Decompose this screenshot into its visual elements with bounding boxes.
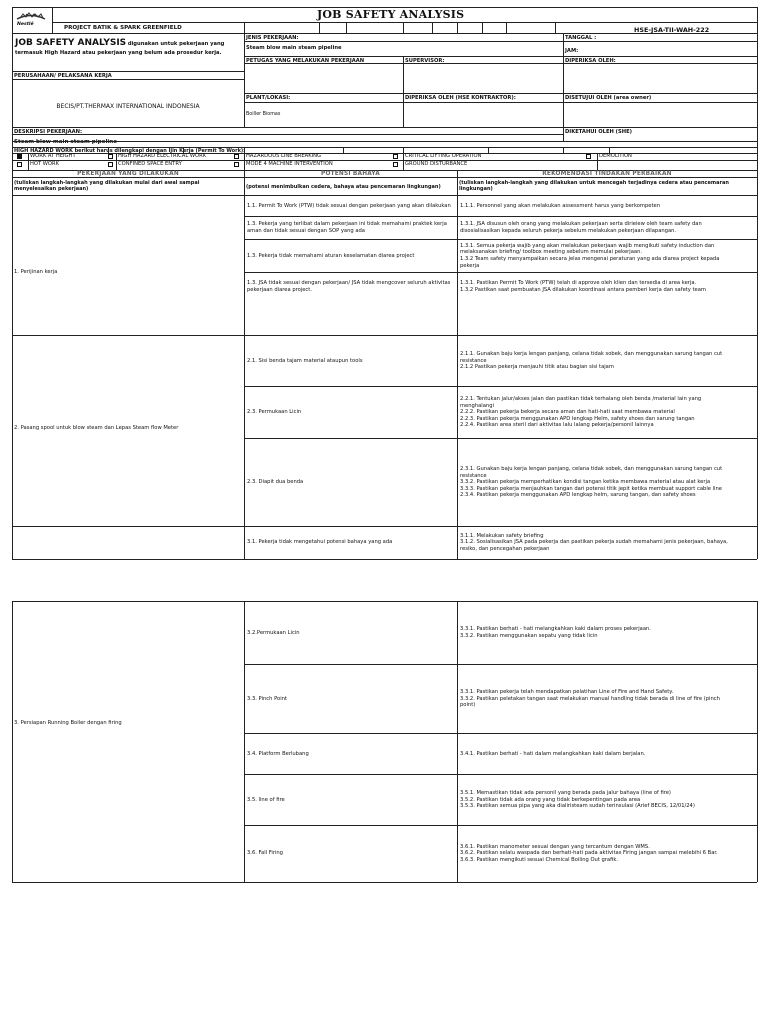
option-confined-space: CONFINED SPACE ENTRY <box>118 161 182 167</box>
brand-name: Nestlé <box>17 22 34 27</box>
rec-line: 2.2.3. Pastikan pekerja menggunakan APD lengkap Helm, safety shoes dan sarung tangan <box>460 415 695 422</box>
rec-lines <box>460 790 695 810</box>
rec-line: 3.3.3. Pastikan pekerja menjauhkan tangan dari potensi titik jepit ketika membuat support cable line <box>460 485 722 492</box>
rec-2-2 <box>458 387 756 438</box>
option-hot-work: HOT WORK <box>30 161 60 167</box>
hazard-3-1: 3.1. Pekerja tidak mengetahui potensi bahaya yang ada <box>247 539 393 546</box>
rec-line: 3.3.2. Pastikan menggunakan sepatu yang tidak licin <box>460 633 598 639</box>
rec-line: 3.6.2. Pastikan selalu waspada dan berhati-hati pada aktivitas Firing jangan sampai melebihi 6 Bar. <box>460 850 718 857</box>
supervisor-label: SUPERVISOR: <box>405 58 445 64</box>
plant-label: PLANT/LOKASI: <box>246 95 291 101</box>
hazard-3-2: 3.2.Permukaan Licin <box>247 629 300 636</box>
rec-line: 1.3.2 Pastikan saat pembuatan JSA dilakukan koordinasi antara pemberi kerja dan safety team <box>460 286 706 293</box>
rec-3-6 <box>458 826 756 881</box>
rec-line: 1.3.1. Pastikan Permit To Work (PTW) telah di approve oleh klien dan tersedia di area kerja. <box>460 279 697 286</box>
option-mode-4-machine: MODE 4 MACHINE INTERVENTION <box>246 161 333 167</box>
jsa-form-page-1 <box>12 7 757 559</box>
checkbox-mode-4-machine[interactable] <box>234 162 239 167</box>
checkbox-hot-work[interactable] <box>17 162 22 167</box>
rec-line: 2.1.2 Pastikan pekerja menjauhi titik atau bagian sisi tajam <box>460 364 614 371</box>
hazard-3-3: 3.3. Pinch Point <box>247 695 287 702</box>
hhw-label: HIGH HAZARD WORK berikut harus dilengkapi dengan Ijin Kerja (Permit To Work): <box>14 148 246 154</box>
rec-line: 3.5.3. Pastikan semua pipa yang aka dialiristeam sudah terinsulasi (Arief BECIS, 12/01/24) <box>460 803 695 810</box>
column-note-pekerjaan: (tuliskan langkah-langkah yang dilakukan mulai dari awal sampai menyelesaikan pekerjaan) <box>14 180 200 193</box>
perusahaan-value[interactable]: BECIS/PT.THERMAX INTERNATIONAL INDONESIA <box>56 103 200 110</box>
perusahaan-label: PERUSAHAAN/ PELAKSANA KERJA <box>14 73 112 79</box>
rec-line: 3.1.2. Sosialisasikan JSA pada pekerja dan pastikan pekerja sudah memahami jenis pekerjaan, bahaya, <box>460 539 728 546</box>
plant-value[interactable]: Boiller Biomas <box>246 112 281 117</box>
area-owner-label: DISETUJUI OLEH (area owner) <box>565 95 652 101</box>
rec-line: 1.3.1. JSA disusun oleh orang yang melakukan pekerjaan serta dirieiew oleh team safety dan <box>460 221 702 228</box>
document-title: JOB SAFETY ANALYSIS <box>317 8 465 21</box>
rec-2-3 <box>458 439 756 526</box>
deskripsi-label: DESKRIPSI PEKERJAAN: <box>14 129 83 135</box>
rec-2-1 <box>458 336 756 386</box>
rec-3-2 <box>458 602 756 664</box>
rec-1-3 <box>458 240 756 272</box>
rec-line: 3.5.2. Pastikan tidak ada orang yang tidak berkepentingan pada area <box>460 796 641 803</box>
option-hazardous-line-breaking: HAZARDOUS LINE BREAKING <box>246 153 322 159</box>
rec-line: melaksanakan briefing/ toolbox meeting sebelum memulai pekerjaan. <box>460 249 643 256</box>
rec-3-4 <box>458 734 756 774</box>
rec-line: disosialisasikan kepada seluruh pekerja sebelum melakukan pekerjaan dilapangan. <box>460 228 677 234</box>
rec-line: 2.3.1. Gunakan baju kerja lengan panjang, celana tidak sobek, dan menggunakan sarung tangan cut <box>460 465 723 472</box>
rec-line: 3.4.1. Pastikan berhati - hati dalam melangkahkan kaki dalam berjalan. <box>460 750 646 757</box>
option-work-at-height: WORK AT HEIGHT <box>30 153 76 159</box>
hazard-2-1: 2.1. Sisi benda tajam material ataupun tools <box>247 357 363 364</box>
rec-lines <box>460 466 722 499</box>
rec-3-5 <box>458 775 756 825</box>
rec-line: 3.6.1. Pastikan manometer sesuai dengan yang tercantum dengan WMS. <box>460 843 650 850</box>
jsa-form-page-2 <box>12 601 757 882</box>
rec-line: 3.5.1. Memastikan tidak ada personil yang berada pada jalur bahaya (line of fire) <box>460 790 671 797</box>
option-high-hazard-electrical: HIGH HAZARD ELECTRICAL WORK <box>118 153 207 159</box>
checkbox-ground-disturbance[interactable] <box>393 162 398 167</box>
checkbox-hazardous-line-breaking[interactable] <box>234 154 239 159</box>
column-header-potensi: POTENSI BAHAYA <box>321 171 380 177</box>
tanggal-label: TANGGAL : <box>565 35 597 41</box>
hazard-1-1: 1.1. Permit To Work (PTW) tidak sesuai dengan pekerjaan yang akan dilakukan <box>247 202 451 209</box>
column-note-rekomendasi: (tuliskan langkah-langkah yang dilakukan untuk mencegah terjadinya cedera atau pencemaran lingkungan) <box>459 180 729 193</box>
hazard-3-4: 3.4. Platform Berlubang <box>247 750 309 757</box>
petugas-label: PETUGAS YANG MELAKUKAN PEKERJAAN <box>246 58 365 64</box>
rec-lines <box>460 351 722 371</box>
rec-line: 2.3.4. Pastikan pekerja menggunakan APD lengkap helm, sarung tangan, dan safety shoes <box>460 492 696 499</box>
rec-line: 2.2.4. Pastikan area steril dari aktivitas lalu lalang pekerja/personil lainnya <box>460 422 654 429</box>
rec-lines <box>460 203 660 210</box>
hazard-3-6: 3.6. Fall Firing <box>247 850 283 857</box>
rec-line: 1.1.1. Personnel yang akan melakukan assessment harus yang berkompeten <box>460 202 660 209</box>
jenis-pekerjaan-value[interactable]: Steam blow main steam pipeline <box>246 45 342 51</box>
border-bottom <box>12 559 757 560</box>
checkbox-high-hazard-electrical[interactable] <box>108 154 113 159</box>
hazard-1-4: 1.3. JSA tidak sesuai dengan pekerjaan/ JSA tidak mengcover seluruh aktivitas pekerjaan diarea project. <box>247 279 451 293</box>
rec-line: 3.1.1. Melakukan safety briefing <box>460 532 544 539</box>
rec-line: 1.3.1. Semua pekerja wajib yang akan melakukan pekerjaan wajib mengikuti safety induction dan <box>460 242 715 249</box>
rec-1-2 <box>458 217 756 239</box>
rec-lines <box>460 243 719 270</box>
rec-line: pekerja <box>460 262 480 269</box>
border-right <box>757 7 758 559</box>
checkbox-demolition[interactable] <box>586 154 591 159</box>
rec-3-1 <box>458 527 756 558</box>
rec-line: 1.3.2 Team safety menyampaikan secara jelas mengenai peraturan yang ada diarea project kepada <box>460 256 720 262</box>
intro-description: JOB SAFETY ANALYSIS digunakan untuk pekerjaan yang termasuk High Hazard atau pekerjaan yang belum ada prosedur kerja. <box>15 38 225 56</box>
column-header-pekerjaan: PEKERJAAN YANG DILAKUKAN <box>77 171 179 177</box>
deskripsi-value[interactable]: Steam blow main steam pipeline <box>14 139 118 145</box>
checkbox-critical-lifting[interactable] <box>393 154 398 159</box>
rec-line: 2.2.2. Pastikan pekerja bekerja secara aman dan hati-hati saat membawa material <box>460 409 675 416</box>
rec-line: resistance <box>460 357 487 364</box>
rec-lines <box>460 280 706 293</box>
rec-lines <box>460 751 645 758</box>
hazard-2-3: 2.3. Diapit dua benda <box>247 479 304 486</box>
hazard-2-2: 2.3. Permukaan Licin <box>247 409 302 416</box>
hazard-1-3: 1.3. Pekerja tidak memahami aturan keselamatan diarea project <box>247 252 415 259</box>
rec-line: 2.1.1. Gunakan baju kerja lengan panjang, celana tidak sobek, dan menggunakan sarung tangan cut <box>460 351 723 358</box>
option-demolition: DEMOLITION <box>599 153 632 159</box>
rec-lines <box>460 533 728 553</box>
hse-kontraktor-label: DIPERIKSA OLEH (HSE KONTRAKTOR): <box>405 95 516 101</box>
rec-lines <box>460 844 718 864</box>
jam-label: JAM: <box>565 48 579 54</box>
step-1: 1. Perijinan kerja <box>14 269 58 275</box>
rec-line: resiko, dan pencegahan pekerjaan <box>460 545 550 552</box>
rec-line: 3.3.1. Pastikan pekerja telah mendapatkan pelatihan Line of Fire and Hand Safety. <box>460 689 674 696</box>
rec-lines <box>460 626 651 639</box>
rec-lines <box>460 689 720 709</box>
rec-line: 2.2.1. Tentukan jalur/akses jalan dan pastikan tidak terhalang oleh benda /material lain yang <box>460 395 702 402</box>
hazard-1-2: 1.3. Pekerja yang terlibat dalam pekerjaan ini tidak memahami praktek kerja aman dan tidak sesuai dengan SOP yang ada <box>247 221 447 234</box>
option-ground-disturbance: GROUND DISTURBANCE <box>405 161 468 167</box>
document-code: HSE-JSA-TII-WAH-222 <box>634 26 710 34</box>
rec-lines <box>460 221 702 234</box>
rec-line: 3.3.2. Pastikan pekerja memperhatikan kondisi tangan ketika membawa material atau alat kerja <box>460 479 711 486</box>
rec-line: menghalangi <box>460 402 494 409</box>
checkbox-work-at-height[interactable] <box>17 154 22 159</box>
rec-line: resistance <box>460 472 487 479</box>
step-3: 3. Persiapan Running Boiler dengan firing <box>14 720 122 726</box>
border-left <box>12 7 13 559</box>
rec-1-4 <box>458 273 756 300</box>
rec-line: point) <box>460 702 476 709</box>
project-name: PROJECT BATIK & SPARK GREENFIELD <box>64 25 182 31</box>
step-2: 2. Pasang spool untuk blow steam dan Lepas Steam flow Meter <box>14 425 179 431</box>
nestle-nest-logo-icon <box>14 9 48 23</box>
option-critical-lifting: CRITICAL LIFTING OPERATION <box>405 153 482 159</box>
diperiksa-label: DIPERIKSA OLEH: <box>565 58 616 64</box>
rec-line: 3.6.3. Pastikan mengikuti sesuai Chemical Boiling Out grafik. <box>460 856 619 863</box>
rec-line: 3.3.1. Pastikan berhati - hati melangkahkan kaki dalam proses pekerjaan. <box>460 626 651 633</box>
column-note-potensi: (potensi menimbulkan cedera, bahaya atau pencemaran lingkungan) <box>246 184 441 190</box>
rec-line: 3.3.2. Pastikan peletakan tangan saat melakukan manual handling tidak berada di line of fire (pinch <box>460 695 720 702</box>
rec-1-1 <box>458 196 756 216</box>
jenis-pekerjaan-label: JENIS PEKERJAAN: <box>246 35 299 41</box>
rec-3-3 <box>458 665 756 733</box>
rec-lines <box>460 396 701 429</box>
checkbox-confined-space[interactable] <box>108 162 113 167</box>
she-label: DIKETAHUI OLEH (SHE) <box>565 129 633 135</box>
column-header-rekomendasi: REKOMENDASI TINDAKAN PERBAIKAN <box>542 171 672 177</box>
hazard-3-5: 3.5. line of fire <box>247 796 285 803</box>
